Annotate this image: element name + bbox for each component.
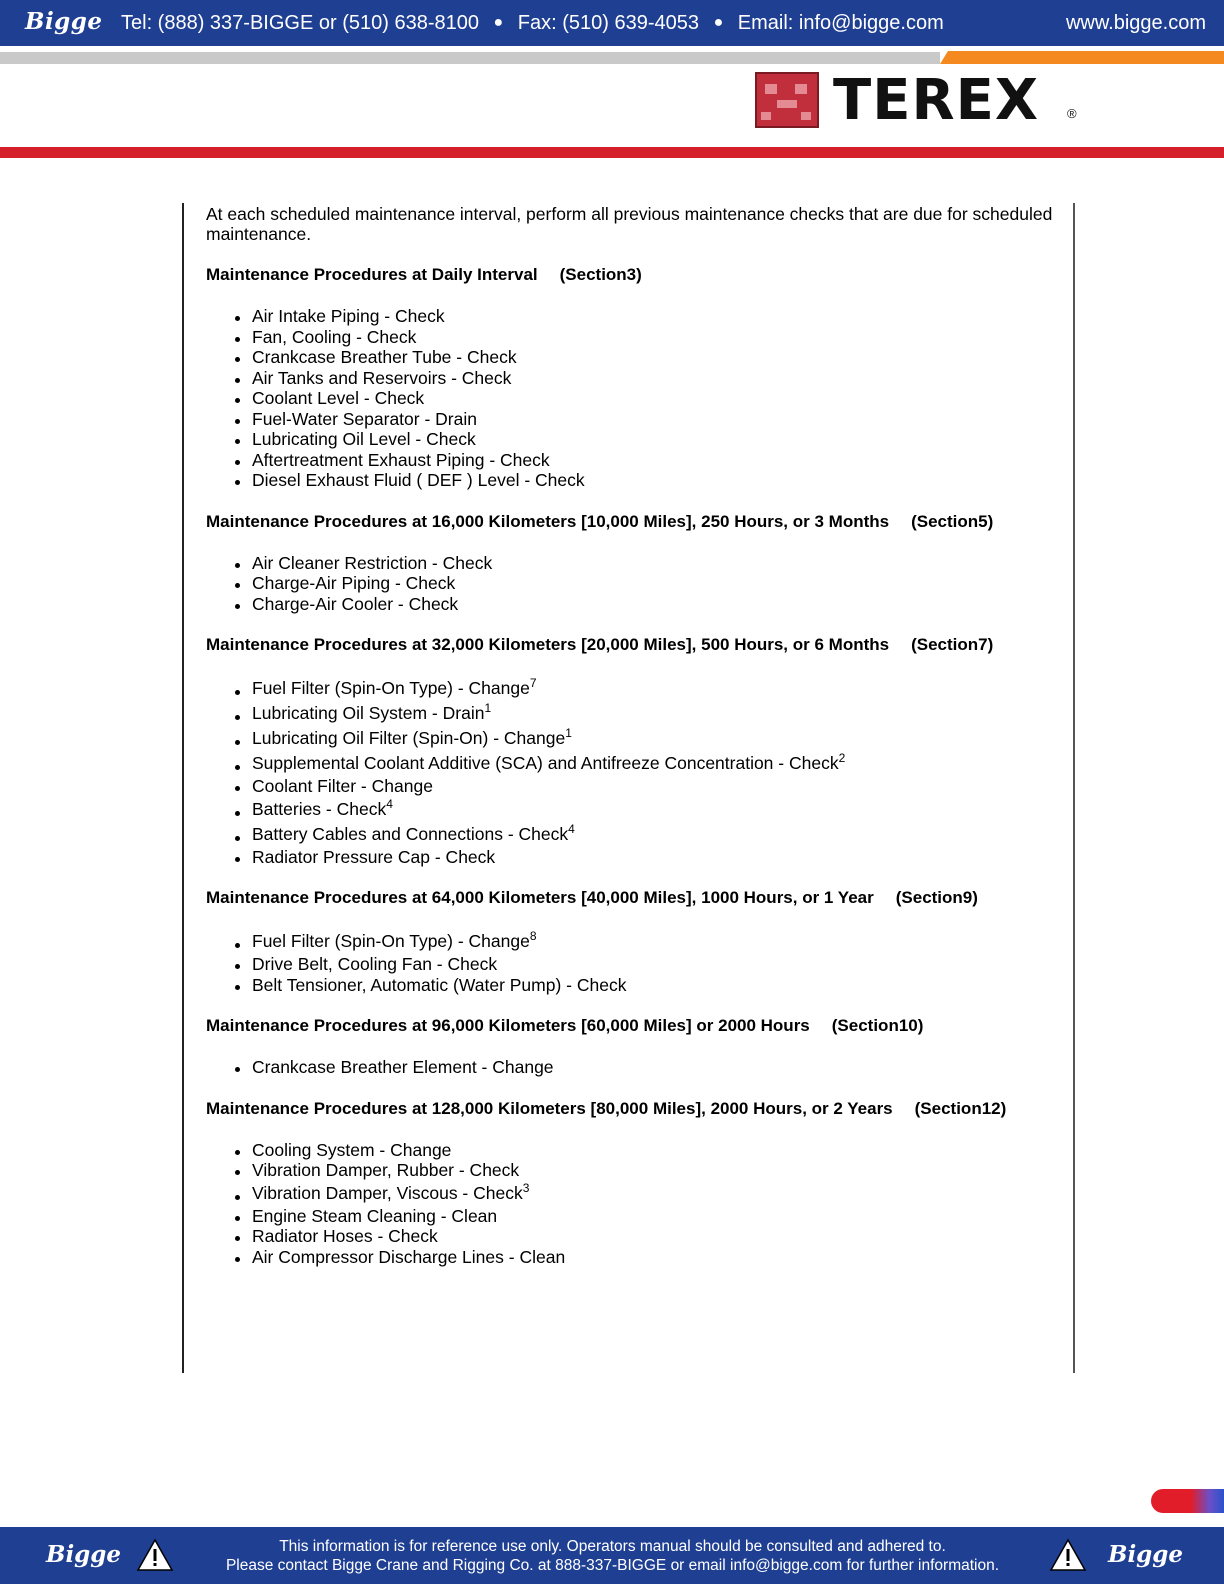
list-item-text: Air Intake Piping - Check — [252, 306, 445, 326]
footnote-marker: 2 — [838, 751, 846, 765]
footnote-marker: 3 — [522, 1180, 530, 1195]
email-address: Email: info@bigge.com — [737, 12, 944, 34]
list-item — [252, 954, 1056, 975]
list-item-text: Battery Cables and Connections - Check — [252, 823, 569, 844]
list-item-text: Lubricating Oil Level - Check — [252, 429, 476, 449]
list-item-text: Fuel Filter (Spin-On Type) - Change — [252, 931, 530, 951]
list-item — [252, 929, 1056, 954]
list-item-text: Drive Belt, Cooling Fan - Check — [252, 954, 498, 974]
top-header-bar — [0, 0, 1224, 46]
list-item — [252, 1181, 1056, 1206]
list-item — [252, 975, 1056, 996]
section-reference: (Section3) — [559, 265, 642, 284]
list-item-text: Belt Tensioner, Automatic (Water Pump) - Check — [252, 974, 627, 995]
section-heading — [206, 512, 1056, 532]
list-item-text: Crankcase Breather Element - Change — [252, 1057, 554, 1077]
list-item — [252, 701, 1056, 726]
section-reference: (Section12) — [914, 1098, 1007, 1118]
list-item-text: Lubricating Oil System - Drain — [252, 703, 485, 723]
section-heading — [206, 1099, 1056, 1119]
list-item — [252, 751, 1056, 776]
list-item-text: Vibration Damper, Viscous - Check — [252, 1182, 523, 1203]
section-heading-title: Maintenance Procedures at 32,000 Kilometers [20,000 Miles], 500 Hours, or 6 Months — [206, 635, 890, 654]
list-item — [252, 822, 1056, 847]
list-item — [252, 1140, 1056, 1161]
list-item-text: Fuel-Water Separator - Drain — [252, 408, 477, 429]
list-item-text: Cooling System - Change — [252, 1139, 452, 1160]
list-item-text: Air Tanks and Reservoirs - Check — [252, 367, 512, 388]
footer-logo-left: Bigge — [46, 1541, 121, 1568]
list-item — [252, 553, 1056, 574]
separator-dot: ● — [493, 14, 504, 31]
section-heading-title: Maintenance Procedures at 16,000 Kilometers [10,000 Miles], 250 Hours, or 3 Months — [206, 511, 890, 531]
footnote-marker: 8 — [529, 929, 537, 943]
list-item — [252, 409, 1056, 430]
warning-icon — [136, 1538, 174, 1572]
list-item-text: Fuel Filter (Spin-On Type) - Change — [252, 678, 530, 698]
list-item — [252, 388, 1056, 409]
list-item-text: Coolant Filter - Change — [252, 776, 433, 796]
fax-number: Fax: (510) 639-4053 — [517, 12, 699, 34]
phone-number: Tel: (888) 337-BIGGE or (510) 638-8100 — [121, 12, 479, 34]
list-item — [252, 676, 1056, 701]
list-item-text: Coolant Level - Check — [252, 388, 425, 408]
list-item-text: Diesel Exhaust Fluid ( DEF ) Level - Check — [252, 470, 585, 490]
list-item-text: Lubricating Oil Filter (Spin-On) - Change — [252, 728, 566, 748]
list-item — [252, 776, 1056, 797]
footnote-marker: 1 — [484, 701, 492, 715]
registered-mark: ® — [1067, 106, 1077, 121]
list-item-text: Vibration Damper, Rubber - Check — [252, 1160, 520, 1180]
disclaimer-line-2: Please contact Bigge Crane and Rigging Co. at 888-337-BIGGE or email info@bigge.com for further information. — [225, 1557, 1000, 1574]
list-item — [252, 327, 1056, 348]
orange-stripe — [940, 51, 1224, 64]
intro-paragraph: At each scheduled maintenance interval, perform all previous maintenance checks that are due for scheduled maintenance. — [206, 204, 1053, 244]
list-item-text: Batteries - Check — [252, 798, 387, 819]
procedure-list — [206, 553, 1056, 615]
list-item — [252, 429, 1056, 450]
list-item — [252, 594, 1056, 615]
procedure-list — [206, 929, 1056, 995]
list-item-text: Supplemental Coolant Additive (SCA) and Antifreeze Concentration - Check — [252, 753, 839, 773]
list-item — [252, 368, 1056, 389]
section-heading-title: Maintenance Procedures at Daily Interval — [206, 265, 538, 284]
page-frame-right — [1073, 203, 1075, 1373]
terex-logo-mark-icon — [755, 72, 819, 128]
procedure-list — [206, 306, 1056, 491]
list-item — [252, 1247, 1056, 1268]
section-reference: (Section9) — [895, 888, 978, 907]
list-item — [252, 1226, 1056, 1247]
list-item — [252, 450, 1056, 471]
disclaimer-line-1: This information is for reference use only. Operators manual should be consulted and adhered to. — [279, 1538, 946, 1555]
list-item — [252, 726, 1056, 751]
section-heading — [206, 888, 1056, 908]
section-reference: (Section7) — [911, 635, 994, 654]
document-body — [206, 204, 1056, 1288]
list-item — [252, 1160, 1056, 1181]
separator-dot: ● — [713, 14, 724, 31]
footnote-marker: 4 — [386, 796, 393, 811]
list-item — [252, 847, 1056, 868]
procedure-list — [206, 676, 1056, 867]
list-item-text: Charge-Air Cooler - Check — [252, 593, 459, 614]
disclaimer-text — [190, 1537, 1035, 1575]
list-item — [252, 797, 1056, 822]
list-item — [252, 306, 1056, 327]
procedure-list — [206, 1057, 1056, 1078]
section-heading-title: Maintenance Procedures at 128,000 Kilometers [80,000 Miles], 2000 Hours, or 2 Years — [206, 1098, 893, 1118]
page-frame-left — [182, 203, 184, 1373]
procedure-list — [206, 1140, 1056, 1268]
list-item-text: Radiator Hoses - Check — [252, 1226, 438, 1246]
website-link[interactable]: www.bigge.com — [1065, 12, 1206, 34]
section-reference: (Section5) — [911, 511, 994, 531]
section-heading — [206, 1016, 1056, 1036]
list-item-text: Radiator Pressure Cap - Check — [252, 846, 496, 867]
red-stripe — [0, 147, 1224, 158]
list-item-text: Crankcase Breather Tube - Check — [252, 347, 517, 367]
list-item-text: Fan, Cooling - Check — [252, 326, 417, 347]
list-item-text: Charge-Air Piping - Check — [252, 573, 456, 593]
bigge-logo: Bigge — [25, 8, 103, 35]
list-item-text: Engine Steam Cleaning - Clean — [252, 1205, 498, 1226]
footnote-marker: 7 — [529, 676, 537, 690]
warning-icon — [1049, 1538, 1087, 1572]
footnote-marker: 1 — [565, 726, 572, 740]
list-item-text: Air Compressor Discharge Lines - Clean — [252, 1246, 566, 1267]
section-reference: (Section10) — [831, 1016, 924, 1035]
footer-bar — [0, 1527, 1224, 1584]
color-tab-decoration — [1151, 1489, 1224, 1513]
list-item — [252, 347, 1056, 368]
contact-info — [121, 12, 944, 35]
list-item — [252, 573, 1056, 594]
list-item — [252, 470, 1056, 491]
footer-logo-right: Bigge — [1108, 1541, 1183, 1568]
footnote-marker: 4 — [568, 821, 575, 836]
section-heading — [206, 265, 1056, 285]
list-item — [252, 1206, 1056, 1227]
list-item-text: Aftertreatment Exhaust Piping - Check — [252, 449, 550, 470]
section-heading-title: Maintenance Procedures at 96,000 Kilometers [60,000 Miles] or 2000 Hours — [206, 1016, 810, 1035]
section-heading — [206, 635, 1056, 655]
terex-wordmark: TEREX — [833, 68, 1040, 133]
list-item-text: Air Cleaner Restriction - Check — [252, 552, 493, 573]
section-heading-title: Maintenance Procedures at 64,000 Kilometers [40,000 Miles], 1000 Hours, or 1 Year — [206, 888, 874, 907]
list-item — [252, 1057, 1056, 1078]
gray-stripe — [0, 52, 940, 64]
